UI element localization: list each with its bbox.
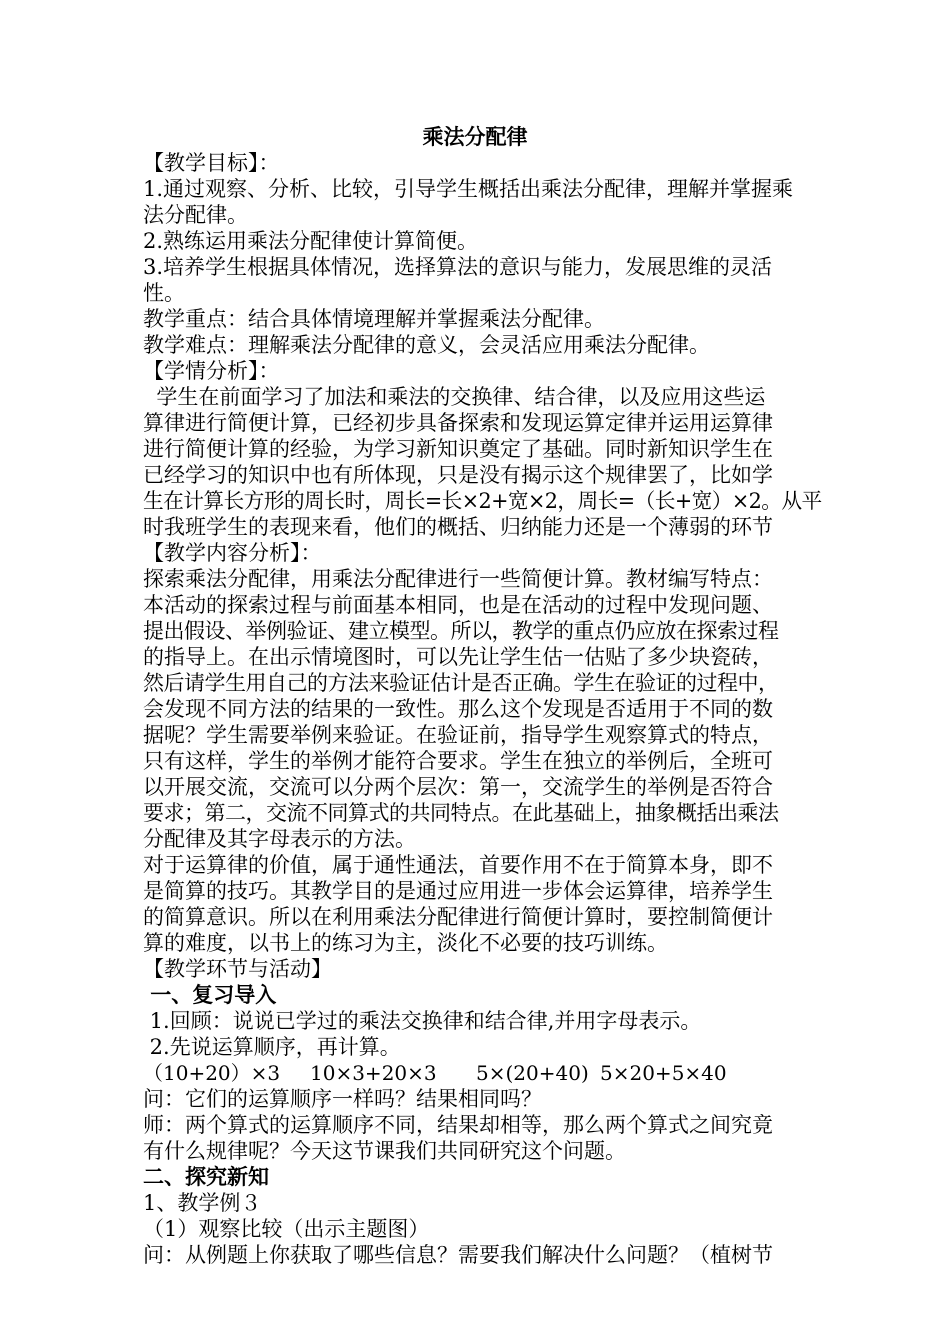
text-line: 算律进行简便计算，已经初步具备探索和发现运算定律并运用运算律	[143, 411, 773, 435]
expression: 10×3+20×3	[310, 1061, 437, 1085]
text-line: 已经学习的知识中也有所体现，只是没有揭示这个规律罢了，比如学	[143, 463, 773, 487]
text-line: 本活动的探索过程与前面基本相同，也是在活动的过程中发现问题、	[143, 593, 773, 617]
section-heading-analysis: 【学情分析】：	[143, 359, 280, 383]
text-line: 1.通过观察、分析、比较，引导学生概括出乘法分配律，理解并掌握乘	[143, 177, 794, 201]
document-title: 乘法分配律	[422, 124, 528, 149]
text-line: 教学难点：理解乘法分配律的意义，会灵活应用乘法分配律。	[143, 333, 710, 357]
text-line: 有什么规律呢？今天这节课我们共同研究这个问题。	[143, 1139, 626, 1163]
text-line: 是简算的技巧。其教学目的是通过应用进一步体会运算律，培养学生	[143, 879, 773, 903]
text-line: 探索乘法分配律，用乘法分配律进行一些简便计算。教材编写特点：	[143, 567, 773, 591]
section-heading-activities: 【教学环节与活动】	[143, 957, 332, 981]
text-line: 对于运算律的价值，属于通性通法，首要作用不在于简算本身，即不	[143, 853, 773, 877]
text-line: 2.先说运算顺序，再计算。	[143, 1035, 401, 1059]
text-line: 2.熟练运用乘法分配律使计算简便。	[143, 229, 479, 253]
text-line: 性。	[143, 281, 185, 305]
text-line: 时我班学生的表现来看，他们的概括、归纳能力还是一个薄弱的环节	[143, 515, 773, 539]
text-line: 生在计算长方形的周长时，周长=长×2+宽×2，周长=（长+宽）×2。从平	[143, 489, 822, 513]
text-line: 的简算意识。所以在利用乘法分配律进行简便计算时，要控制简便计	[143, 905, 773, 929]
text-line: （1）观察比较（出示主题图）	[143, 1217, 430, 1241]
text-line: 会发现不同方法的结果的一致性。那么这个发现是否适用于不同的数	[143, 697, 773, 721]
text-line: 然后请学生用自己的方法来验证估计是否正确。学生在验证的过程中，	[143, 671, 779, 695]
section-heading-goals: 【教学目标】：	[143, 151, 280, 175]
expression: 5×20+5×40	[600, 1061, 727, 1085]
text-line: 问：它们的运算顺序一样吗？结果相同吗？	[143, 1087, 542, 1111]
text-line: 只有这样，学生的举例才能符合要求。学生在独立的举例后，全班可	[143, 749, 773, 773]
text-line: 要求；第二，交流不同算式的共同特点。在此基础上，抽象概括出乘法	[143, 801, 779, 825]
text-line: 分配律及其字母表示的方法。	[143, 827, 416, 851]
text-line: 师：两个算式的运算顺序不同，结果却相等，那么两个算式之间究竟	[143, 1113, 773, 1137]
text-line: 1、教学例３	[143, 1191, 262, 1215]
text-line: 问：从例题上你获取了哪些信息？需要我们解决什么问题？（植树节	[143, 1243, 773, 1267]
text-line: 教学重点：结合具体情境理解并掌握乘法分配律。	[143, 307, 605, 331]
text-line: 的指导上。在出示情境图时，可以先让学生估一估贴了多少块瓷砖，	[143, 645, 773, 669]
subheading-explore: 二、探究新知	[143, 1164, 269, 1189]
text-line: 以开展交流，交流可以分两个层次：第一，交流学生的举例是否符合	[143, 775, 773, 799]
expression: （10+20）×3	[143, 1061, 281, 1085]
text-line: 1.回顾：说说已学过的乘法交换律和结合律,并用字母表示。	[143, 1009, 702, 1033]
text-line: 法分配律。	[143, 203, 248, 227]
section-heading-content: 【教学内容分析】：	[143, 541, 322, 565]
subheading-review: 一、复习导入	[143, 982, 277, 1007]
expression: 5×(20+40)	[476, 1061, 589, 1085]
text-line: 据呢？学生需要举例来验证。在验证前，指导学生观察算式的特点，	[143, 723, 773, 747]
text-line: 提出假设、举例验证、建立模型。所以，教学的重点仍应放在探索过程	[143, 619, 779, 643]
text-line: 学生在前面学习了加法和乘法的交换律、结合律，以及应用这些运	[143, 385, 766, 409]
text-line: 算的难度，以书上的练习为主，淡化不必要的技巧训练。	[143, 931, 668, 955]
text-line: 3.培养学生根据具体情况，选择算法的意识与能力，发展思维的灵活	[143, 255, 773, 279]
text-line: 进行简便计算的经验，为学习新知识奠定了基础。同时新知识学生在	[143, 437, 773, 461]
